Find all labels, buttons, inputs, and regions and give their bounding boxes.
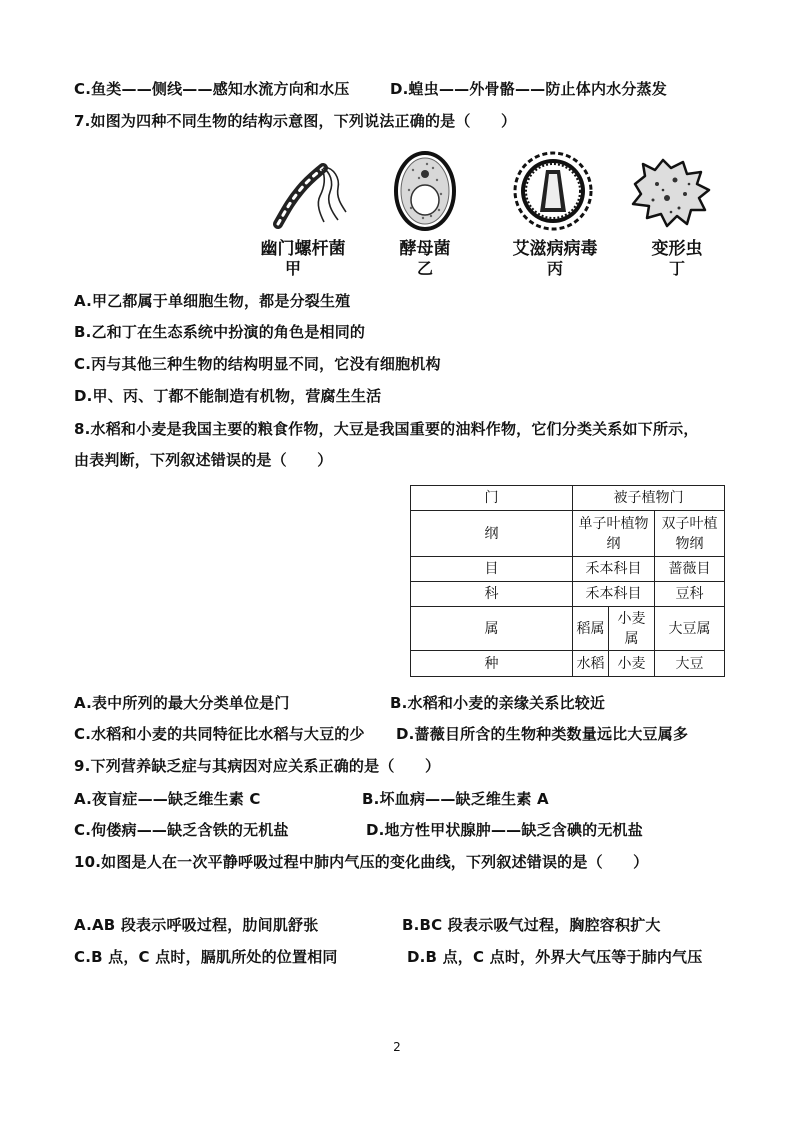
figure-label-yi: 乙 <box>416 259 433 278</box>
yeast-cell-icon <box>393 150 457 232</box>
figure-label-ding: 丁 <box>668 259 685 278</box>
table-cell: 蔷薇目 <box>655 557 725 582</box>
q8-option-d: D.蔷薇目所含的生物种类数量远比大豆属多 <box>396 725 689 743</box>
table-row-header: 属 <box>411 607 573 651</box>
q8-stem-line2: 由表判断，下列叙述错误的是（ ） <box>74 451 333 469</box>
q6-option-c: C.鱼类——侧线——感知水流方向和水压 <box>74 80 350 98</box>
table-cell: 禾本科目 <box>573 582 655 607</box>
figure-name-yeast: 酵母菌 <box>399 239 451 259</box>
table-row-header: 门 <box>411 486 573 511</box>
q9-option-c: C.佝偻病——缺乏含铁的无机盐 <box>74 821 289 839</box>
table-cell: 稻属 <box>573 607 609 651</box>
table-cell: 小麦 <box>609 651 655 677</box>
q6-option-d: D.蝗虫——外骨骼——防止体内水分蒸发 <box>390 80 667 98</box>
q7-option-c: C.丙与其他三种生物的结构明显不同，它没有细胞机构 <box>74 355 441 373</box>
table-cell: 禾本科目 <box>573 557 655 582</box>
q10-option-a: A.AB 段表示呼吸过程，肋间肌舒张 <box>74 916 319 934</box>
q8-option-a: A.表中所列的最大分类单位是门 <box>74 694 290 712</box>
table-cell: 小麦属 <box>609 607 655 651</box>
q10-option-b: B.BC 段表示吸气过程，胸腔容积扩大 <box>402 916 661 934</box>
table-cell: 水稻 <box>573 651 609 677</box>
figure-label-jia: 甲 <box>284 259 301 278</box>
table-row-header: 目 <box>411 557 573 582</box>
q9-stem: 9.下列营养缺乏症与其病因对应关系正确的是（ ） <box>74 757 441 775</box>
table-cell: 双子叶植物纲 <box>655 511 725 557</box>
table-cell: 被子植物门 <box>573 486 725 511</box>
q8-stem-line1: 8.水稻和小麦是我国主要的粮食作物，大豆是我国重要的油料作物，它们分类关系如下所示， <box>74 420 699 438</box>
table-row-header: 纲 <box>411 511 573 557</box>
figure-name-bacterium: 幽门螺杆菌 <box>260 239 346 259</box>
q10-option-c: C.B 点，C 点时，膈肌所处的位置相同 <box>74 948 338 966</box>
classification-table <box>410 485 725 677</box>
amoeba-icon <box>627 154 713 230</box>
table-row-header: 种 <box>411 651 573 677</box>
table-cell: 大豆 <box>655 651 725 677</box>
table-row-header: 科 <box>411 582 573 607</box>
q10-option-d: D.B 点，C 点时，外界大气压等于肺内气压 <box>407 948 703 966</box>
q9-option-b: B.坏血病——缺乏维生素 A <box>362 790 549 808</box>
q8-option-c: C.水稻和小麦的共同特征比水稻与大豆的少 <box>74 725 365 743</box>
figure-name-amoeba: 变形虫 <box>651 239 703 259</box>
table-cell: 单子叶植物纲 <box>573 511 655 557</box>
figure-label-bing: 丙 <box>546 259 563 278</box>
q7-option-a: A.甲乙都属于单细胞生物，都是分裂生殖 <box>74 292 351 310</box>
figure-name-virus: 艾滋病病毒 <box>512 239 598 259</box>
page-number: 2 <box>393 1040 401 1054</box>
table-cell: 大豆属 <box>655 607 725 651</box>
q7-stem: 7.如图为四种不同生物的结构示意图，下列说法正确的是（ ） <box>74 112 517 130</box>
q10-stem: 10.如图是人在一次平静呼吸过程中肺内气压的变化曲线，下列叙述错误的是（ ） <box>74 853 649 871</box>
q7-option-b: B.乙和丁在生态系统中扮演的角色是相同的 <box>74 323 366 341</box>
q7-option-d: D.甲、丙、丁都不能制造有机物，营腐生生活 <box>74 387 382 405</box>
virus-icon <box>512 150 594 232</box>
q9-option-d: D.地方性甲状腺肿——缺乏含碘的无机盐 <box>366 821 643 839</box>
bacterium-icon <box>268 158 348 230</box>
q8-option-b: B.水稻和小麦的亲缘关系比较近 <box>390 694 606 712</box>
q9-option-a: A.夜盲症——缺乏维生素 C <box>74 790 261 808</box>
table-cell: 豆科 <box>655 582 725 607</box>
